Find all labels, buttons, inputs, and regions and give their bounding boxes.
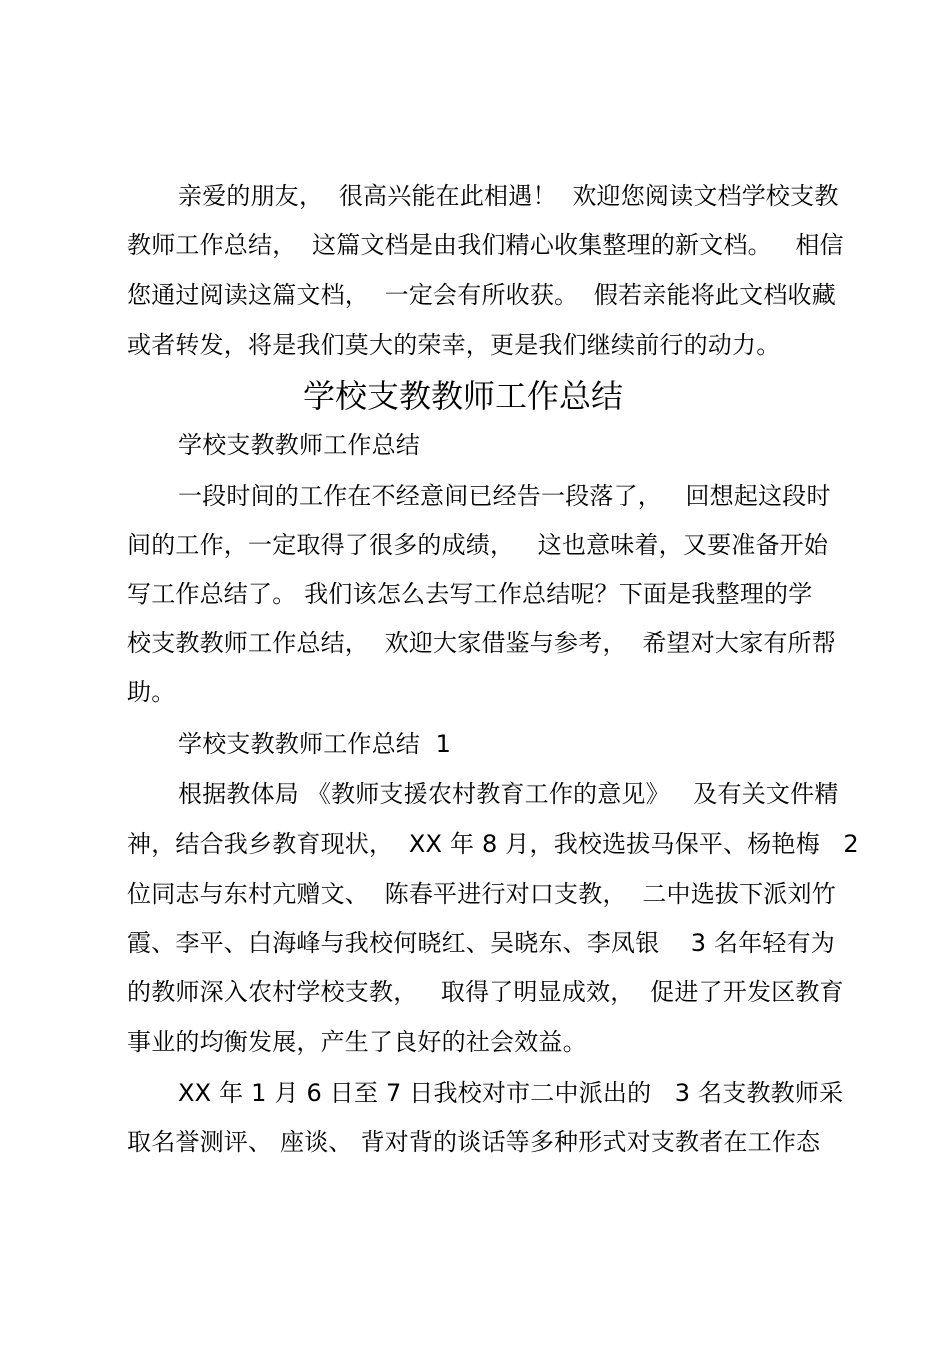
intro-line-2: 教师工作总结， 这篇文档是由我们精心收集整理的新文档。 相信 — [127, 231, 844, 259]
paragraph-2-line-1: 根据教体局 《教师支援农村教育工作的意见》 及有关文件精 — [178, 780, 839, 808]
intro-line-4: 或者转发，将是我们莫大的荣幸，更是我们继续前行的动力。 — [127, 331, 781, 359]
paragraph-2-line-5: 的教师深入农村学校支教， 取得了明显成效， 促进了开发区教育 — [127, 978, 844, 1006]
section-1-heading: 学校支教教师工作总结 1 — [178, 730, 452, 758]
paragraph-1-line-2: 间的工作，一定取得了很多的成绩， 这也意味着，又要准备开始 — [127, 531, 829, 559]
paragraph-2-line-2: 神，结合我乡教育现状， XX 年 8 月，我校选拔马保平、杨艳梅 2 — [127, 830, 859, 858]
paragraph-2-line-6: 事业的均衡发展，产生了良好的社会效益。 — [127, 1028, 587, 1056]
paragraph-3-line-2: 取名誉测评、 座谈、 背对背的谈话等多种形式对支教者在工作态 — [127, 1128, 821, 1156]
paragraph-2-line-3: 位同志与东村亢赠文、 陈春平进行对口支教， 二中选拔下派刘竹 — [127, 880, 836, 908]
paragraph-2-line-4: 霞、李平、白海峰与我校何晓红、吴晓东、李凤银 3 名年轻有为 — [127, 929, 836, 957]
paragraph-1-line-3: 写工作总结了。 我们该怎么去写工作总结呢？下面是我整理的学 — [127, 580, 813, 608]
intro-line-3: 您通过阅读这篇文档， 一定会有所收获。 假若亲能将此文档收藏 — [127, 281, 836, 309]
document-subtitle: 学校支教教师工作总结 — [178, 431, 420, 459]
paragraph-3-line-1: XX 年 1 月 6 日至 7 日我校对市二中派出的 3 名支教教师采 — [178, 1079, 844, 1107]
paragraph-1-line-4: 校支教教师工作总结， 欢迎大家借鉴与参考， 希望对大家有所帮 — [127, 629, 836, 657]
intro-line-1: 亲爱的朋友， 很高兴能在此相遇！ 欢迎您阅读文档学校支教 — [178, 182, 839, 210]
paragraph-1-line-5: 助。 — [127, 678, 176, 706]
paragraph-1-line-1: 一段时间的工作在不经意间已经告一段落了， 回想起这段时 — [178, 482, 831, 510]
document-title: 学校支教教师工作总结 — [303, 377, 624, 415]
